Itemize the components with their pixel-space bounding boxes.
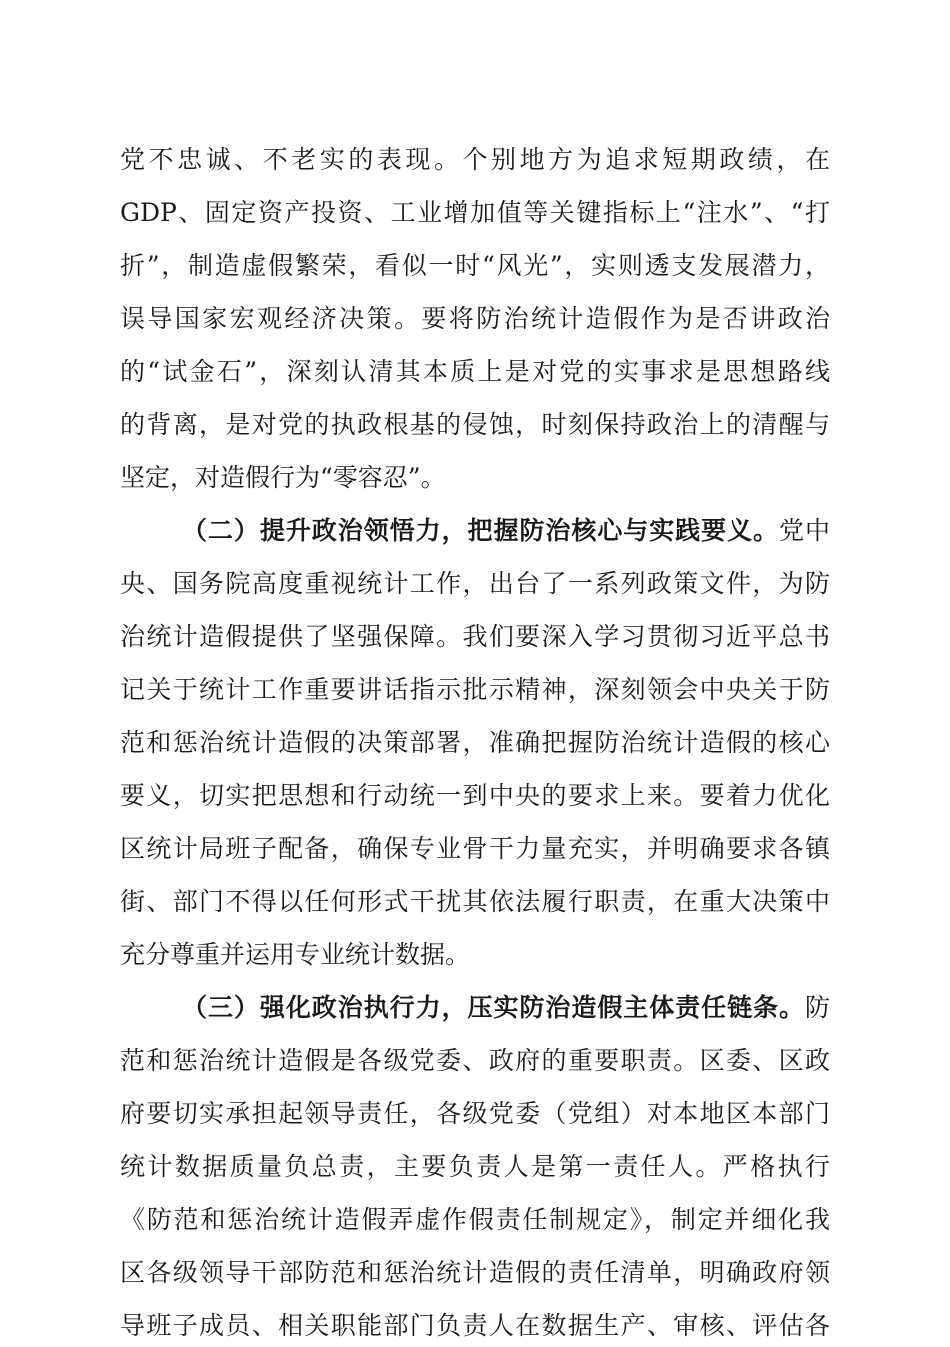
paragraph-2-line-9: 充分尊重并运用专业统计数据。 <box>120 940 471 969</box>
paragraph-3-first-line-rest: 防 <box>804 993 830 1022</box>
paragraph-2-line-5: 范和惩治统计造假的决策部署，准确把握防治统计造假的核心 <box>120 728 830 757</box>
paragraph-3-line-7: 导班子成员、相关职能部门负责人在数据生产、审核、评估各 <box>120 1311 830 1340</box>
paragraph-1-line-2: GDP、固定资产投资、工业增加值等关键指标上“注水”、“打 <box>120 198 830 227</box>
paragraph-3-heading: （三）强化政治执行力，压实防治造假主体责任链条。 <box>182 993 805 1022</box>
paragraph-3-first-line <box>182 987 830 1029</box>
paragraph-3-line-2: 范和惩治统计造假是各级党委、政府的重要职责。区委、区政 <box>120 1046 830 1075</box>
paragraph-3-line-3: 府要切实承担起领导责任，各级党委（党组）对本地区本部门 <box>120 1099 830 1128</box>
paragraph-1-line-4: 误导国家宏观经济决策。要将防治统计造假作为是否讲政治 <box>120 304 830 333</box>
paragraph-3-line-6: 区各级领导干部防范和惩治统计造假的责任清单，明确政府领 <box>120 1258 830 1287</box>
paragraph-2-line-4: 记关于统计工作重要讲话指示批示精神，深刻领会中央关于防 <box>120 675 830 704</box>
paragraph-2-heading: （二）提升政治领悟力，把握防治核心与实践要义。 <box>182 516 780 545</box>
paragraph-1-line-3: 折”，制造虚假繁荣，看似一时“风光”，实则透支发展潜力， <box>120 251 830 280</box>
paragraph-1-line-7: 坚定，对造假行为“零容忍”。 <box>120 463 446 492</box>
paragraph-2-first-line <box>182 510 830 552</box>
paragraph-2-line-2: 央、国务院高度重视统计工作，出台了一系列政策文件，为防 <box>120 569 830 598</box>
paragraph-2-first-line-rest: 党中 <box>779 516 830 545</box>
paragraph-1-line-5: 的“试金石”，深刻认清其本质上是对党的实事求是思想路线 <box>120 357 830 386</box>
paragraph-1-line-1: 党不忠诚、不老实的表现。个别地方为追求短期政绩，在 <box>120 145 830 174</box>
paragraph-3-line-4: 统计数据质量负总责，主要负责人是第一责任人。严格执行 <box>120 1152 830 1181</box>
paragraph-2-line-7: 区统计局班子配备，确保专业骨干力量充实，并明确要求各镇 <box>120 834 830 863</box>
paragraph-2-line-6: 要义，切实把思想和行动统一到中央的要求上来。要着力优化 <box>120 781 830 810</box>
paragraph-2-line-8: 街、部门不得以任何形式干扰其依法履行职责，在重大决策中 <box>120 887 830 916</box>
paragraph-1-line-6: 的背离，是对党的执政根基的侵蚀，时刻保持政治上的清醒与 <box>120 410 830 439</box>
paragraph-3-line-5: 《防范和惩治统计造假弄虚作假责任制规定》，制定并细化我 <box>120 1205 830 1234</box>
paragraph-2-line-3: 治统计造假提供了坚强保障。我们要深入学习贯彻习近平总书 <box>120 622 830 651</box>
